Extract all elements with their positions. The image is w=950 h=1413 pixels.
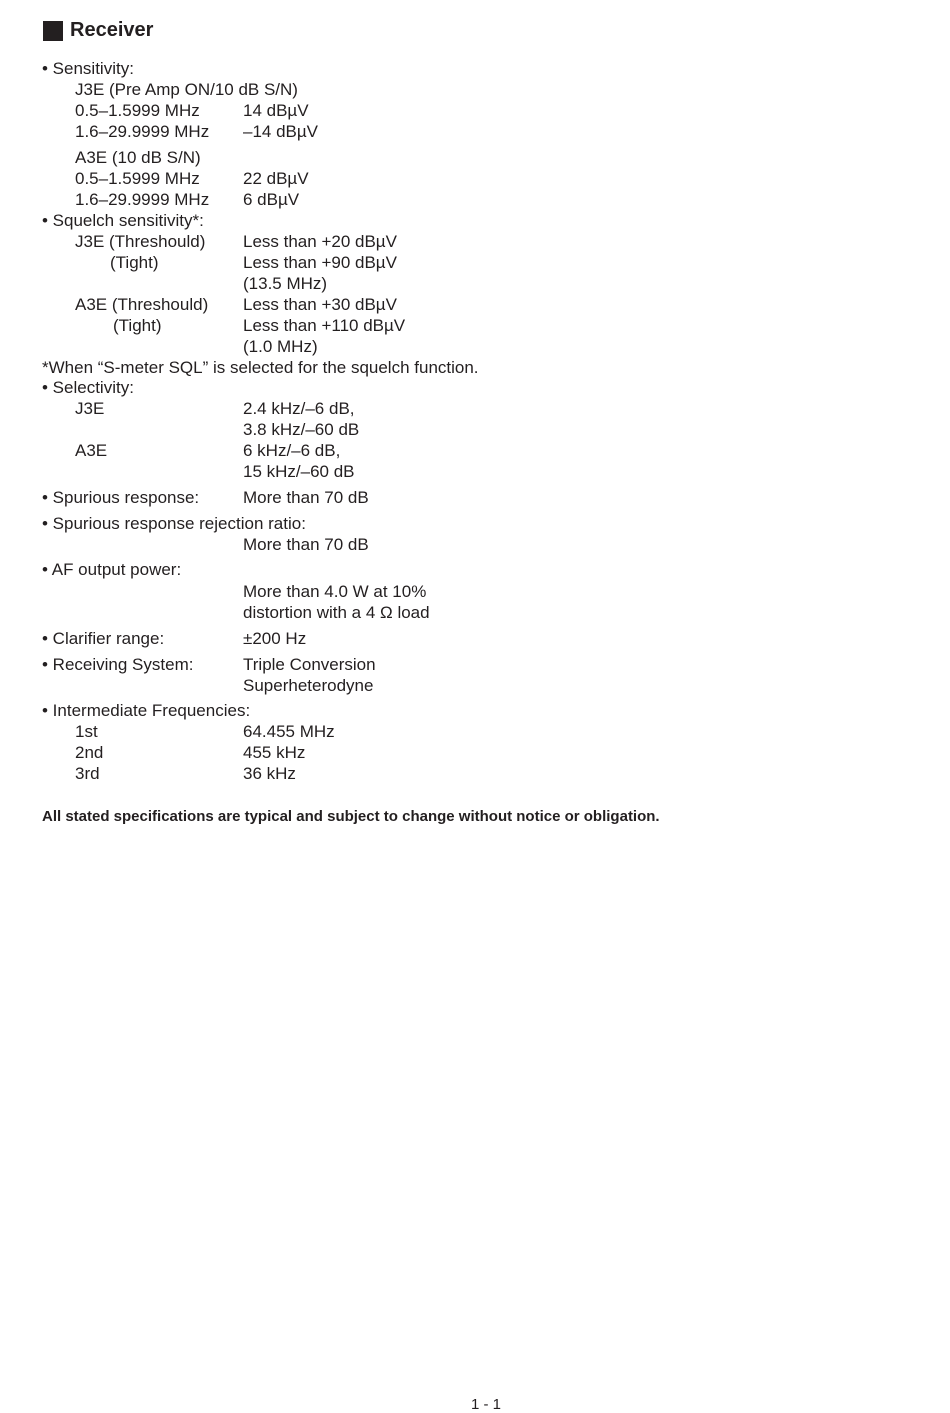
if-first-label: 1st bbox=[75, 722, 98, 741]
section-title: Receiver bbox=[70, 19, 154, 41]
receiving-system-value-2: Superheterodyne bbox=[243, 676, 374, 695]
sensitivity-a3e-value-1: 22 dBµV bbox=[243, 169, 309, 188]
squelch-j3e-tight-label: (Tight) bbox=[110, 253, 159, 272]
squelch-footnote: *When “S-meter SQL” is selected for the squelch function. bbox=[42, 358, 479, 377]
selectivity-label: • Selectivity: bbox=[42, 378, 134, 397]
if-third-label: 3rd bbox=[75, 764, 100, 783]
specifications-disclaimer: All stated specifications are typical and subject to change without notice or obligation. bbox=[42, 808, 660, 825]
squelch-a3e-tight-value: Less than +110 dBµV bbox=[243, 316, 406, 335]
page-number: 1 - 1 bbox=[471, 1396, 502, 1413]
sensitivity-a3e-freq-2: 1.6–29.9999 MHz bbox=[75, 190, 210, 209]
spurious-response-value: More than 70 dB bbox=[243, 488, 369, 507]
if-first-value: 64.455 MHz bbox=[243, 722, 335, 741]
if-second-value: 455 kHz bbox=[243, 743, 306, 762]
squelch-j3e-tight-frequency: (13.5 MHz) bbox=[243, 274, 328, 293]
sensitivity-j3e-freq-2: 1.6–29.9999 MHz bbox=[75, 122, 210, 141]
sensitivity-a3e-header: A3E (10 dB S/N) bbox=[75, 148, 201, 167]
selectivity-a3e-value-2: 15 kHz/–60 dB bbox=[243, 462, 355, 481]
sensitivity-j3e-value-2: –14 dBµV bbox=[243, 122, 319, 141]
af-output-value-1: More than 4.0 W at 10% bbox=[243, 582, 427, 601]
sensitivity-a3e-value-2: 6 dBµV bbox=[243, 190, 300, 209]
receiving-system-label: • Receiving System: bbox=[42, 655, 194, 674]
af-output-value-2: distortion with a 4 Ω load bbox=[243, 603, 430, 622]
spurious-rejection-label: • Spurious response rejection ratio: bbox=[42, 514, 306, 533]
spurious-rejection-value: More than 70 dB bbox=[243, 535, 369, 554]
sensitivity-j3e-value-1: 14 dBµV bbox=[243, 101, 309, 120]
squelch-j3e-threshold-value: Less than +20 dBµV bbox=[243, 232, 397, 251]
intermediate-frequencies-label: • Intermediate Frequencies: bbox=[42, 701, 251, 720]
clarifier-range-value: ±200 Hz bbox=[243, 629, 307, 648]
squelch-j3e-tight-value: Less than +90 dBµV bbox=[243, 253, 397, 272]
sensitivity-label: • Sensitivity: bbox=[42, 59, 134, 78]
squelch-a3e-threshold-label: A3E (Threshould) bbox=[75, 295, 209, 314]
receiving-system-value-1: Triple Conversion bbox=[243, 655, 376, 674]
selectivity-a3e-label: A3E bbox=[75, 441, 108, 460]
sensitivity-a3e-freq-1: 0.5–1.5999 MHz bbox=[75, 169, 200, 188]
square-bullet-icon bbox=[43, 21, 63, 41]
squelch-a3e-tight-label: (Tight) bbox=[113, 316, 162, 335]
selectivity-j3e-label: J3E bbox=[75, 399, 105, 418]
selectivity-j3e-value-1: 2.4 kHz/–6 dB, bbox=[243, 399, 355, 418]
spurious-response-label: • Spurious response: bbox=[42, 488, 200, 507]
if-second-label: 2nd bbox=[75, 743, 104, 762]
section-heading bbox=[43, 19, 153, 42]
af-output-label: • AF output power: bbox=[42, 560, 182, 579]
squelch-label: • Squelch sensitivity*: bbox=[42, 211, 204, 230]
if-third-value: 36 kHz bbox=[243, 764, 296, 783]
sensitivity-j3e-header: J3E (Pre Amp ON/10 dB S/N) bbox=[75, 80, 298, 99]
selectivity-j3e-value-2: 3.8 kHz/–60 dB bbox=[243, 420, 360, 439]
squelch-a3e-tight-frequency: (1.0 MHz) bbox=[243, 337, 318, 356]
selectivity-a3e-value-1: 6 kHz/–6 dB, bbox=[243, 441, 341, 460]
clarifier-range-label: • Clarifier range: bbox=[42, 629, 165, 648]
squelch-j3e-threshold-label: J3E (Threshould) bbox=[75, 232, 206, 251]
squelch-a3e-threshold-value: Less than +30 dBµV bbox=[243, 295, 397, 314]
sensitivity-j3e-freq-1: 0.5–1.5999 MHz bbox=[75, 101, 200, 120]
